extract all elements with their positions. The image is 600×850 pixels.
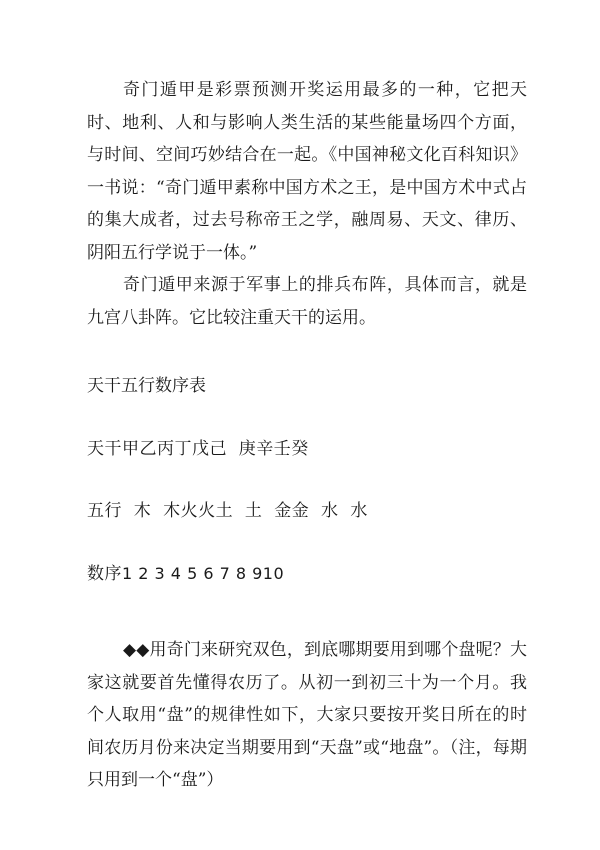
document-page xyxy=(87,74,527,797)
row-shuxu xyxy=(87,558,527,591)
closing-paragraph: ◆◆用奇门来研究双色，到底哪期要用到哪个盘呢？大家这就要首先懂得农历了。从初一到初三十为一个月。我个人取用“盘”的规律性如下，大家只要按开奖日所在的时间农历月份来决定当期要用到“天盘”或“地盘”。（注，每期只用到一个“盘”） xyxy=(87,640,527,790)
row-shuxu-values: 1 2 3 4 5 6 7 8 910 xyxy=(122,563,285,583)
spacer xyxy=(87,528,527,558)
spacer xyxy=(87,334,527,370)
spacer xyxy=(87,403,527,433)
row-tiangan: 天干甲乙丙丁戊己 庚辛壬癸 xyxy=(87,438,309,459)
row-shuxu-label: 数序 xyxy=(87,563,122,584)
spacer xyxy=(87,465,527,495)
row-wuxing: 五行 木 木火火土 土 金金 水 水 xyxy=(87,501,368,521)
intro-paragraph-1: 奇门遁甲是彩票预测开奖运用最多的一种，它把天时、地利、人和与影响人类生活的某些能量场四个方面，与时间、空间巧妙结合在一起。《中国神秘文化百科知识》一书说：“奇门遁甲素称中国方术之王，是中国方术中式占的集大成者，过去号称帝王之学，融周易、天文、律历、阴阳五行学说于一体。” xyxy=(87,80,527,263)
intro-paragraph-2: 奇门遁甲来源于军事上的排兵布阵，具体而言，就是九宫八卦阵。它比较注重天干的运用。 xyxy=(87,275,527,328)
spacer xyxy=(87,590,527,634)
table-title: 天干五行数序表 xyxy=(87,376,206,396)
